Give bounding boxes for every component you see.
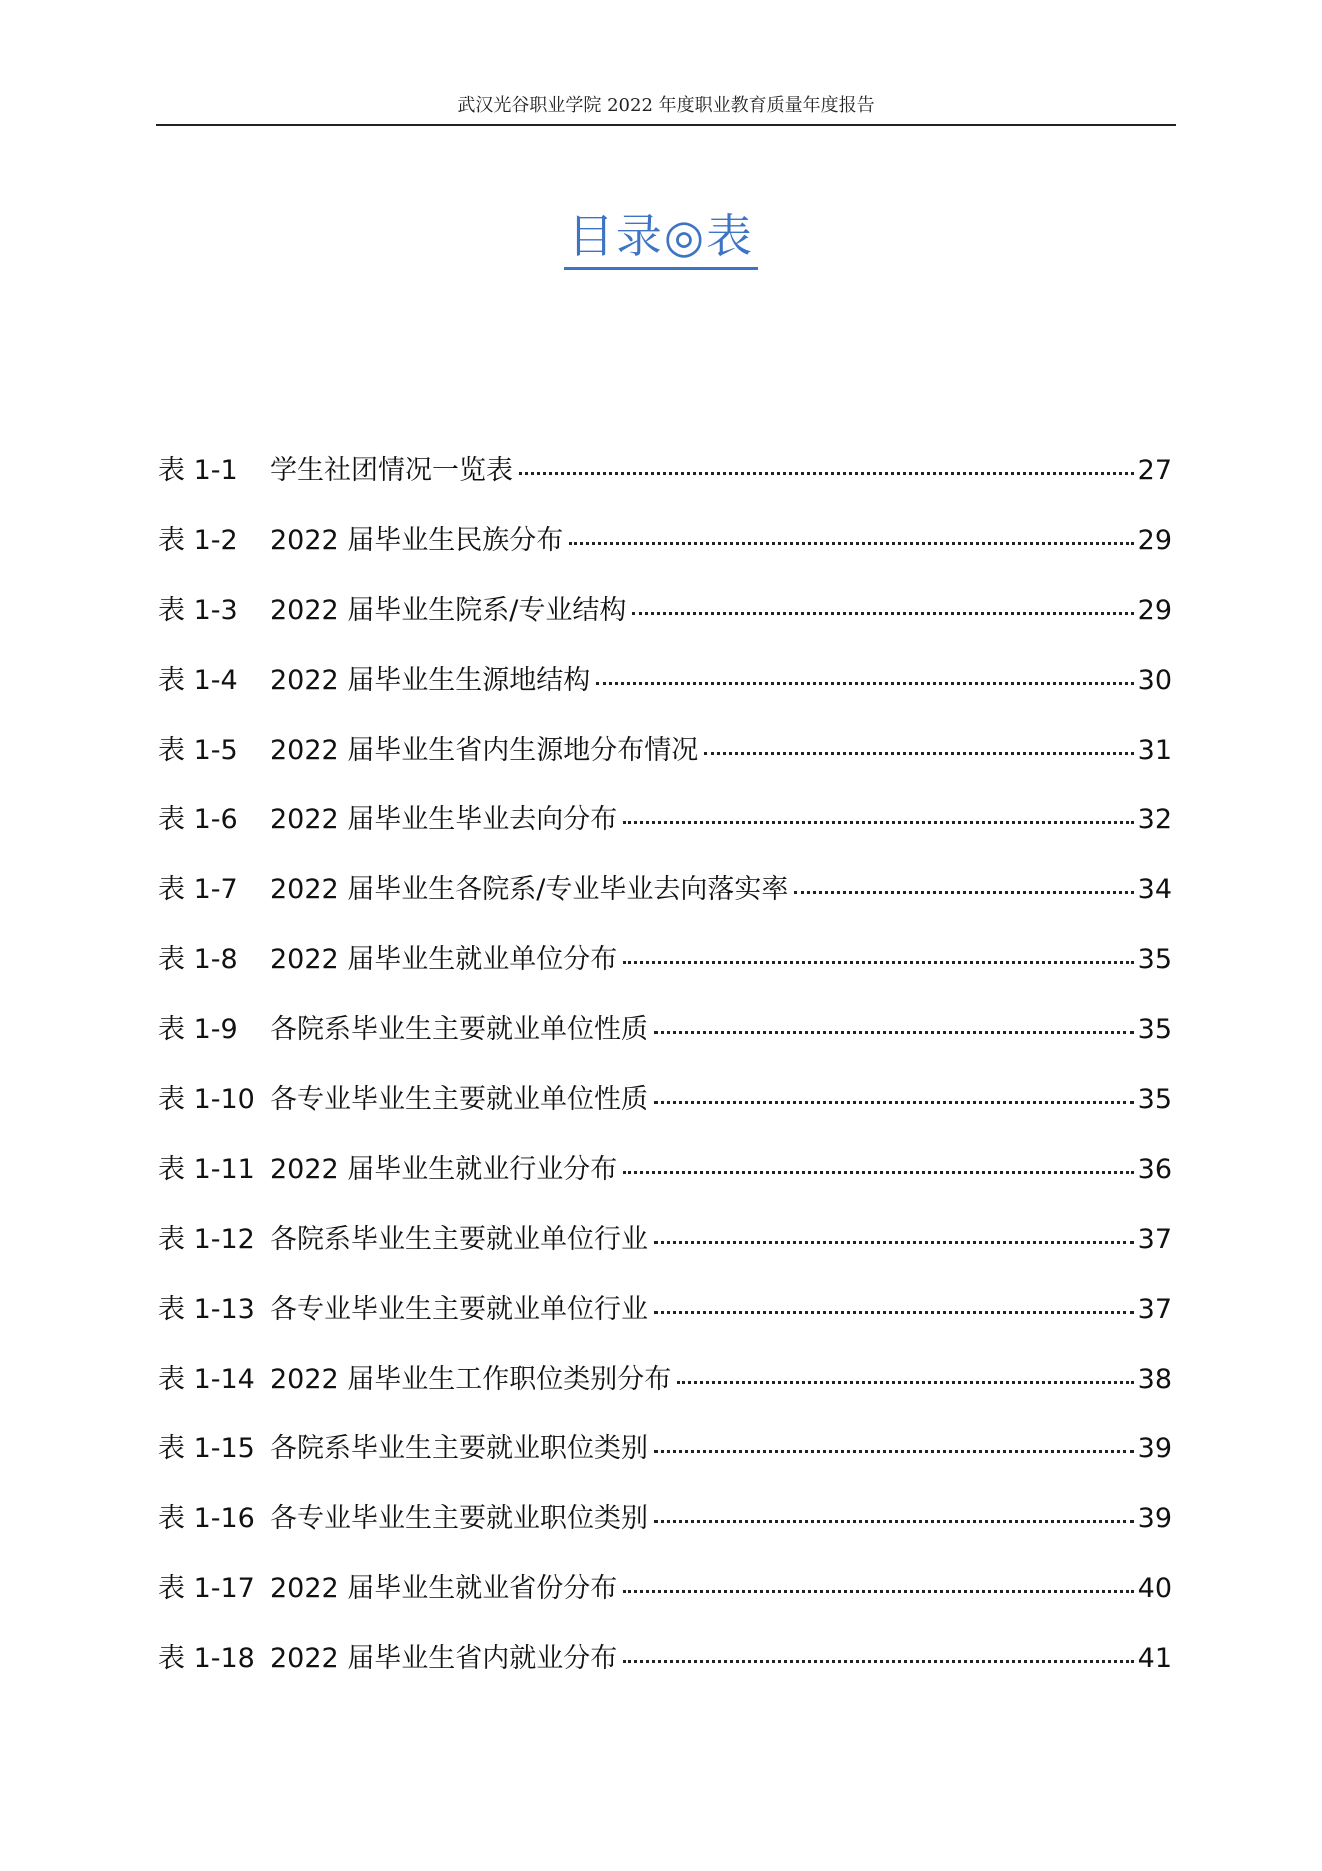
page-header: 武汉光谷职业学院 2022 年度职业教育质量年度报告: [156, 94, 1176, 126]
toc-entry-title: 各专业毕业生主要就业单位性质: [270, 1084, 648, 1116]
toc-entry-number: 表 1-4: [158, 664, 238, 696]
toc-entry[interactable]: [158, 797, 1172, 867]
toc-entry[interactable]: [158, 1147, 1172, 1217]
toc-entry-number: 表 1-12: [158, 1223, 255, 1255]
toc-dot-leader: [654, 1520, 1134, 1523]
toc-entry[interactable]: [158, 1426, 1172, 1496]
toc-entry-page: 35: [1137, 944, 1172, 976]
toc-entry-number: 表 1-6: [158, 804, 238, 836]
toc-entry-page: 30: [1137, 664, 1172, 696]
toc-entry-title: 2022 届毕业生民族分布: [270, 524, 564, 556]
toc-dot-leader: [654, 1101, 1134, 1104]
toc-entry-page: 29: [1137, 594, 1172, 626]
toc-entry[interactable]: [158, 588, 1172, 658]
toc-entry-title: 各院系毕业生主要就业单位性质: [270, 1014, 648, 1046]
toc-entry-number: 表 1-3: [158, 594, 238, 626]
toc-entry-number: 表 1-9: [158, 1014, 238, 1046]
toc-entry-number: 表 1-18: [158, 1643, 255, 1675]
toc-entry[interactable]: [158, 937, 1172, 1007]
toc-dot-leader: [623, 1660, 1133, 1663]
toc-entry-page: 32: [1137, 804, 1172, 836]
toc-entry[interactable]: [158, 1357, 1172, 1427]
toc-entry-page: 29: [1137, 524, 1172, 556]
toc-entry-title: 2022 届毕业生省内生源地分布情况: [270, 734, 699, 766]
toc-entry-title: 各院系毕业生主要就业单位行业: [270, 1223, 648, 1255]
toc-entry[interactable]: [158, 1217, 1172, 1287]
toc-entry-page: 35: [1137, 1084, 1172, 1116]
toc-dot-leader: [654, 1450, 1134, 1453]
toc-entry-page: 36: [1137, 1153, 1172, 1185]
toc-entry-number: 表 1-13: [158, 1293, 255, 1325]
table-of-contents: [158, 448, 1172, 1706]
toc-entry-number: 表 1-8: [158, 944, 238, 976]
toc-entry-page: 41: [1137, 1643, 1172, 1675]
toc-dot-leader: [704, 752, 1133, 755]
toc-entry-title: 各专业毕业生主要就业单位行业: [270, 1293, 648, 1325]
toc-dot-leader: [569, 542, 1133, 545]
toc-entry[interactable]: [158, 518, 1172, 588]
toc-entry[interactable]: [158, 1007, 1172, 1077]
toc-dot-leader: [623, 821, 1133, 824]
toc-entry-title: 2022 届毕业生就业行业分布: [270, 1153, 618, 1185]
toc-dot-leader: [654, 1031, 1134, 1034]
toc-dot-leader: [623, 961, 1133, 964]
toc-dot-leader: [632, 612, 1133, 615]
toc-dot-leader: [677, 1381, 1133, 1384]
toc-entry-page: 38: [1137, 1363, 1172, 1395]
toc-entry-number: 表 1-10: [158, 1084, 255, 1116]
page-title[interactable]: 目录◎表: [564, 205, 758, 270]
toc-entry-title: 各专业毕业生主要就业职位类别: [270, 1503, 648, 1535]
toc-entry[interactable]: [158, 658, 1172, 728]
title-container: [0, 205, 1322, 270]
toc-entry[interactable]: [158, 1287, 1172, 1357]
toc-entry-number: 表 1-7: [158, 874, 238, 906]
toc-dot-leader: [519, 472, 1134, 475]
toc-entry-number: 表 1-14: [158, 1363, 255, 1395]
toc-entry-page: 31: [1137, 734, 1172, 766]
toc-entry-number: 表 1-17: [158, 1573, 255, 1605]
toc-dot-leader: [623, 1171, 1133, 1174]
toc-entry-page: 39: [1137, 1433, 1172, 1465]
toc-entry-title: 2022 届毕业生院系/专业结构: [270, 594, 627, 626]
toc-entry[interactable]: [158, 728, 1172, 798]
toc-dot-leader: [623, 1590, 1133, 1593]
toc-entry-page: 35: [1137, 1014, 1172, 1046]
toc-dot-leader: [794, 891, 1133, 894]
toc-entry-title: 2022 届毕业生就业省份分布: [270, 1573, 618, 1605]
toc-entry[interactable]: [158, 1077, 1172, 1147]
toc-entry-title: 2022 届毕业生省内就业分布: [270, 1643, 618, 1675]
toc-entry-title: 2022 届毕业生生源地结构: [270, 664, 591, 696]
toc-entry-number: 表 1-11: [158, 1153, 255, 1185]
toc-entry-title: 学生社团情况一览表: [270, 455, 513, 486]
toc-entry-page: 37: [1137, 1293, 1172, 1325]
toc-dot-leader: [596, 682, 1133, 685]
toc-entry-title: 2022 届毕业生各院系/专业毕业去向落实率: [270, 874, 789, 906]
toc-dot-leader: [654, 1241, 1134, 1244]
toc-entry-number: 表 1-16: [158, 1503, 255, 1535]
toc-entry-title: 2022 届毕业生就业单位分布: [270, 944, 618, 976]
toc-entry-title: 2022 届毕业生工作职位类别分布: [270, 1363, 672, 1395]
toc-entry-number: 表 1-15: [158, 1433, 255, 1465]
toc-entry-number: 表 1-2: [158, 524, 238, 556]
toc-entry-number: 表 1-5: [158, 734, 238, 766]
toc-entry-title: 2022 届毕业生毕业去向分布: [270, 804, 618, 836]
toc-entry-page: 27: [1137, 455, 1172, 486]
toc-entry-page: 37: [1137, 1223, 1172, 1255]
toc-entry[interactable]: [158, 867, 1172, 937]
toc-entry-title: 各院系毕业生主要就业职位类别: [270, 1433, 648, 1465]
toc-entry[interactable]: [158, 1496, 1172, 1566]
toc-entry-page: 34: [1137, 874, 1172, 906]
toc-entry[interactable]: [158, 1566, 1172, 1636]
toc-entry-page: 39: [1137, 1503, 1172, 1535]
toc-entry-number: 表 1-1: [158, 455, 238, 486]
toc-entry-page: 40: [1137, 1573, 1172, 1605]
toc-entry[interactable]: [158, 448, 1172, 518]
toc-entry[interactable]: [158, 1636, 1172, 1706]
toc-dot-leader: [654, 1311, 1134, 1314]
